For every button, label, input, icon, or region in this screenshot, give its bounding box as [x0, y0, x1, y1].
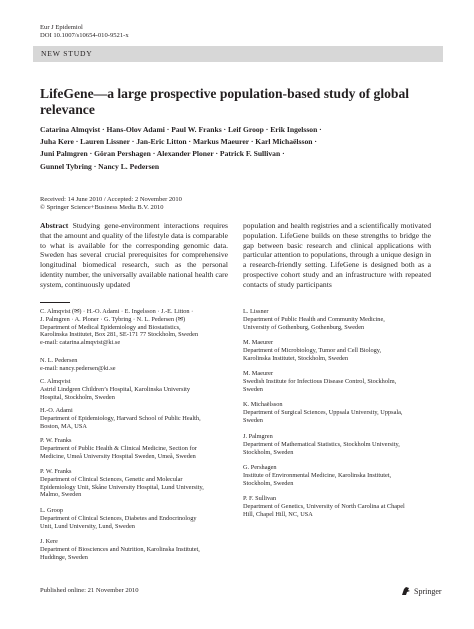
affiliation-line: Department of Public Health and Community Medicine, [243, 315, 385, 323]
affiliation-block [243, 339, 443, 362]
affiliation-block [40, 437, 240, 460]
springer-horse-icon [400, 585, 412, 597]
copyright: © Springer Science+Business Media B.V. 2010 [40, 203, 164, 211]
affiliation-line: Medicine, Umeå University Hospital Sweden, Umeå, Sweden [40, 452, 196, 460]
title-line: LifeGene—a large prospective population-based study of global [40, 86, 410, 101]
affiliation-line: Institute of Environmental Medicine, Karolinska Institutet, [243, 471, 392, 479]
affiliation-line: Department of Biosciences and Nutrition, Karolinska Institutet, [40, 545, 200, 553]
affiliation-line: Huddinge, Sweden [40, 553, 88, 561]
received-accepted: Received: 14 June 2010 / Accepted: 2 November 2010 [40, 196, 182, 203]
affiliation-line: Hospital, Stockholm, Sweden [40, 393, 115, 401]
affiliation-line: J. Palmgren · A. Ploner · G. Tybring · N. L. Pedersen (✉) [40, 315, 186, 323]
affiliation-line: Department of Mathematical Statistics, Stockholm University, [243, 440, 400, 448]
affiliation-line: P. F. Sullivan [243, 495, 277, 502]
affiliation-line: N. L. Pedersen [40, 357, 78, 364]
publisher-name: Springer [414, 586, 442, 596]
abstract-label: Abstract [40, 221, 69, 230]
affiliation-line: Department of Medical Epidemiology and Biostatistics, [40, 323, 181, 331]
affiliation-block [40, 378, 240, 401]
affiliation-line: Stockholm, Sweden [243, 479, 294, 487]
affiliation-line: Karolinska Institutet, Stockholm, Sweden [243, 354, 349, 362]
affiliation-line: L. Lissner [243, 308, 269, 315]
affiliation-line: P. W. Franks [40, 468, 72, 475]
affiliation-line: Boston, MA, USA [40, 422, 87, 430]
affiliation-block [243, 308, 443, 331]
affiliation-line: Department of Clinical Sciences, Genetic and Molecular [40, 475, 183, 483]
affiliation-block [243, 370, 443, 393]
author-list [40, 124, 440, 173]
footnote-rule [40, 302, 70, 303]
publication-dates [40, 196, 182, 212]
section-band [33, 46, 443, 62]
abstract-text-right: population and health registries and a scientifically motivated population. LifeGene builds on these strengths to bridge the gap between basic research and clinical applications with particular attention to populations, through a unique design in a research-friendly setting. LifeGene is designed both as a prospective cohort study and an infrastructure with repeated contacts of study participants [243, 221, 431, 289]
published-online: Published online: 21 November 2010 [40, 587, 139, 594]
affiliation-line: C. Almqvist [40, 378, 71, 385]
affiliation-line: Astrid Lindgren Children’s Hospital, Karolinska University [40, 385, 191, 393]
affiliation-line: Department of Microbiology, Tumor and Cell Biology, [243, 346, 382, 354]
affiliation-block [40, 468, 240, 499]
affiliation-block [40, 357, 240, 373]
affiliation-line: Department of Public Health & Clinical Medicine, Section for [40, 444, 197, 452]
affiliation-line: Sweden [243, 416, 263, 424]
affiliation-block [243, 433, 443, 456]
author-line: Catarina Almqvist · Hans-Olov Adami · Paul W. Franks · Leif Groop · Erik Ingelsson · [40, 125, 322, 134]
affiliation-line: Stockholm, Sweden [243, 448, 294, 456]
affiliation-line: Karolinska Institutet, Box 281, SE-171 77 Stockholm, Sweden [40, 331, 199, 339]
affiliation-block [40, 507, 240, 530]
affiliation-block [243, 495, 443, 518]
affiliation-line: G. Pershagen [243, 464, 277, 471]
affiliation-line: Sweden [243, 385, 263, 393]
title-line: relevance [40, 101, 95, 117]
author-line: Gunnel Tybring · Nancy L. Pedersen [40, 161, 160, 171]
doi: DOI 10.1007/s10654-010-9521-x [40, 32, 129, 39]
author-line: Juni Palmgren · Göran Pershagen · Alexander Ploner · Patrick F. Sullivan · [40, 149, 285, 159]
affiliation-line: M. Maeurer [243, 370, 274, 377]
journal-header [40, 24, 129, 40]
affiliation-line: J. Palmgren [243, 433, 273, 440]
affiliation-line: Epidemiology Unit, Skåne University Hospital, Lund University, [40, 483, 204, 491]
article-title [40, 86, 440, 117]
abstract-left-column [40, 221, 228, 290]
affiliation-block [40, 308, 240, 347]
springer-logo [400, 585, 442, 597]
affiliation-line: Department of Genetics, University of North Carolina at Chapel [243, 502, 405, 510]
abstract-text-left: Studying gene-environment interactions requires that the amount and quality of the lifestyle data is comparable to what is available for the corresponding genomic data. Sweden has several crucial prerequisites for comprehensive longitudinal biomedical research, such as the personal identity number, the universally available national health care system, continuously updated [40, 221, 228, 289]
affiliation-line: Swedish Institute for Infectious Disease Control, Stockholm, [243, 377, 397, 385]
abstract-right-column [243, 221, 431, 290]
affiliation-line: Department of Epidemiology, Harvard School of Public Health, [40, 414, 201, 422]
author-line: Juha Kere · Lauren Lissner · Jan-Eric Litton · Markus Maeurer · Karl Michaëlsson · [40, 137, 317, 147]
affiliation-line: Department of Surgical Sciences, Uppsala University, Uppsala, [243, 408, 403, 416]
affiliation-line: e-mail: catarina.almqvist@ki.se [40, 339, 121, 347]
section-label: NEW STUDY [41, 49, 93, 58]
journal-name: Eur J Epidemiol [40, 24, 83, 31]
affiliation-line: P. W. Franks [40, 437, 72, 444]
affiliation-line: J. Kere [40, 538, 58, 545]
affiliation-line: M. Maeurer [243, 339, 274, 346]
affiliation-block [243, 464, 443, 487]
affiliation-block [40, 407, 240, 430]
affiliation-line: Malmo, Sweden [40, 491, 82, 499]
affiliation-line: Hill, Chapel Hill, NC, USA [243, 510, 313, 518]
affiliation-line: C. Almqvist (✉) · H.-O. Adami · E. Ingelsson · J.-E. Litton · [40, 308, 194, 315]
affiliation-line: e-mail: nancy.pedersen@ki.se [40, 364, 116, 372]
affiliation-block [243, 401, 443, 424]
affiliation-block [40, 538, 240, 561]
affiliation-line: University of Gothenburg, Gothenburg, Sweden [243, 323, 365, 331]
affiliation-line: K. Michaëlsson [243, 401, 283, 408]
affiliation-line: Department of Clinical Sciences, Diabetes and Endocrinology [40, 514, 197, 522]
affiliation-line: L. Groop [40, 507, 64, 514]
affiliation-line: H.-O. Adami [40, 407, 73, 414]
affiliation-line: Unit, Lund University, Lund, Sweden [40, 522, 135, 530]
